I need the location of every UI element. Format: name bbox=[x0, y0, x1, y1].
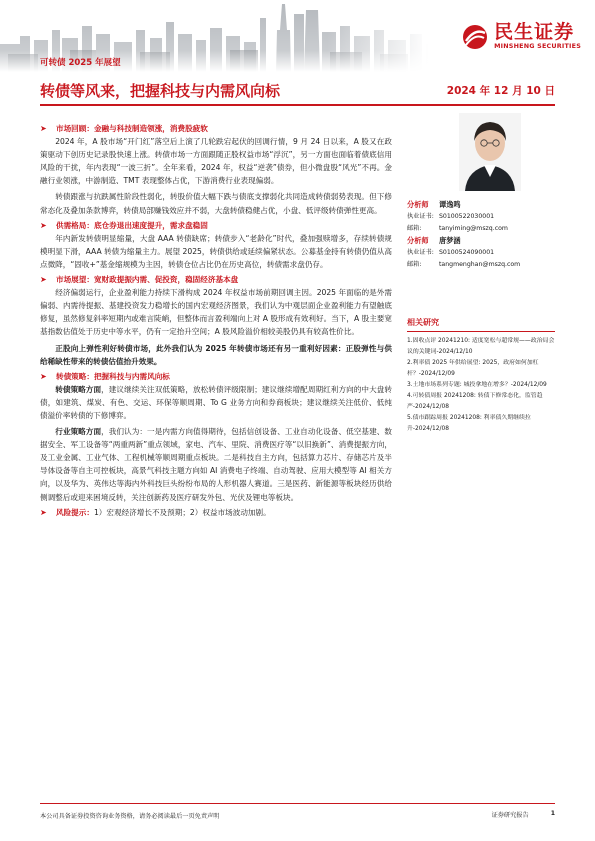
report-series: 可转债 2025 年展望 bbox=[40, 58, 121, 68]
brand-name-en: MINSHENG SECURITIES bbox=[494, 42, 581, 50]
cert-label: 执业证书: bbox=[407, 249, 434, 256]
footer-disclaimer: 本公司具备证券投资咨询业务资格，请务必阅读最后一页免责声明 bbox=[40, 813, 220, 820]
footer-meta bbox=[492, 810, 555, 819]
related-research bbox=[407, 317, 555, 435]
analyst-role: 分析师 bbox=[407, 200, 429, 209]
triangle-bullet-icon: ➤ bbox=[40, 507, 47, 517]
section-heading bbox=[40, 219, 392, 232]
analyst-email-row bbox=[407, 223, 555, 235]
analyst-name: 谭逸鸣 bbox=[439, 200, 461, 209]
triangle-bullet-icon: ➤ bbox=[40, 220, 47, 230]
report-date: 2024 年 12 月 10 日 bbox=[446, 85, 555, 97]
lead-text: 转债策略方面 bbox=[55, 384, 102, 394]
cert-number: S0100524090001 bbox=[439, 249, 495, 256]
paragraph: 2024 年，A 股市场“开门红”落空后上演了几轮跌宕起伏的回调行情，9 月 24 日以来，A 股又在政策驱动下创历史记录股快速上涨。转债市场一方面跟随正股权益市场“浮沉”，另一方面也面临着债底信用风险的干扰，年内表现“一波三折”。全年来看，2024 年，权益“逆袭”债券，但小微盘股“风光”不再。金融行业领涨，中游制造、TMT 表现整体占优，下游消费行业表现偏弱。 bbox=[40, 137, 392, 186]
email-label: 邮箱: bbox=[407, 261, 422, 268]
related-research-item[interactable]: 4.可转债周报 20241208: 转债下修常态化，监管趋严-2024/12/08 bbox=[407, 393, 543, 410]
analyst-info bbox=[407, 199, 555, 271]
section-heading bbox=[40, 273, 392, 286]
bold-paragraph: 正股向上弹性利好转债市场，此外我们认为 2025 年转债市场还有另一重利好因素：正股弹性与供给稀缺性带来的转债估值抬升效果。 bbox=[40, 343, 392, 366]
footer-divider bbox=[40, 803, 555, 804]
section-heading bbox=[40, 370, 392, 383]
paragraph: 转债跟涨与抗跌属性阶段性弱化，转股价值大幅下跌与债底支撑弱化共同造成转债弱势表现。但下修常态化及叠加条款博弈，转债局部赚钱效应并不弱，大盘转债稳健占优，小盘、低评级转债弹性更高。 bbox=[40, 192, 392, 215]
body-text: ，建议继续关注双低策略，放松转债评级限制；建议继续增配周期红利方向的中大盘转债，如建筑、煤炭、有色、交运、环保等顺周期、To G 业务方向和券商板块；建议继续关注低价、低纯债溢价率转债的下修博弈。 bbox=[40, 384, 392, 420]
analyst-photo bbox=[459, 113, 521, 191]
footer-label: 证券研究报告 bbox=[491, 812, 529, 819]
cert-number: S0100522030001 bbox=[439, 213, 495, 220]
triangle-bullet-icon: ➤ bbox=[40, 371, 47, 381]
section-heading bbox=[40, 122, 392, 135]
analyst-name: 唐梦涵 bbox=[439, 236, 461, 245]
triangle-bullet-icon: ➤ bbox=[40, 124, 47, 133]
section-heading-text: 市场回顾：金融与科技制造领涨，消费股疲软 bbox=[56, 124, 208, 133]
analyst-cert-row bbox=[407, 247, 555, 259]
analyst-role: 分析师 bbox=[407, 236, 429, 245]
main-content bbox=[40, 122, 392, 519]
page-number: 1 bbox=[550, 810, 555, 817]
analyst-name-row bbox=[407, 199, 555, 211]
title-divider bbox=[40, 104, 555, 106]
minsheng-logo-icon bbox=[462, 24, 488, 50]
section-heading-text: 风险提示： bbox=[56, 507, 94, 517]
analyst-name-row bbox=[407, 235, 555, 247]
section-heading-text: 转债策略：把握科技与内需风向标 bbox=[56, 371, 170, 381]
lead-text: 行业策略方面 bbox=[55, 427, 102, 437]
related-research-list bbox=[407, 336, 555, 435]
email-link[interactable]: tangmenghan@mszq.com bbox=[439, 261, 521, 268]
related-research-item[interactable]: 3.土地市场系列专题: 城投拿地在增多？-2024/12/09 bbox=[407, 382, 547, 388]
paragraph bbox=[40, 383, 392, 422]
analyst-cert-row bbox=[407, 211, 555, 223]
section-heading bbox=[40, 506, 392, 519]
brand-logo bbox=[462, 22, 581, 51]
email-label: 邮箱: bbox=[407, 225, 422, 232]
related-research-item[interactable]: 1.固收点评 20241210: 适度宽松与超常规——政治局会议的关键词-2024/12/10 bbox=[407, 338, 555, 355]
body-text: ，我们认为：一是内需方向值得期待，包括信创设备、工业自动化设备、低空基建、数据安全、军工设备等“两重两新”重点领域，家电、汽车、里院、消费医疗等“以旧换新”、消费提振方向，及工业金属、工业气体、工程机械等顺周期重点板块。二是科技自主方向，包括算力芯片、存储芯片及半导体设备等自主可控板块，高景气科技主题方向如 AI 消费电子终端、自动驾驶、应用大模型等 AI 相关方向，以及华为、英伟达等海内外科技巨头纷纷布局的人形机器人赛道。三是医药、新能源等板块经历供给侧调整后或迎来困境反转，关注创新药及医疗研发外包、光伏及锂电等板块。 bbox=[40, 427, 392, 502]
related-research-item[interactable]: 5.债市跟踪周报 20241208: 利率债久期继续拉升-2024/12/08 bbox=[407, 415, 531, 432]
related-research-title: 相关研究 bbox=[407, 317, 555, 332]
paragraph: 经济偏弱运行，企业盈利能力持续下滑构成 2024 年权益市场前期回调主因。2025 年面临的是外需偏弱、内需待提振、基建投资发力稳增长的国内宏观经济图景，我们认为中观层面企业盈利能力有望触底修复，虽然修复斜率短期内或难言陡峭，但整体而言盈利端向上对 A 股形成有效利好。当下，A 股主要宽基指数估值处于历史中等水平，仍有一定抬升空间；A 股风险溢价相较美股仍具有较高性价比。 bbox=[40, 288, 392, 337]
section-heading-text: 市场展望：宽财政提振内需、促投资，稳固经济基本盘 bbox=[56, 275, 239, 285]
paragraph: 年内新发转债明显缩量，大盘 AAA 转债缺席；转债步入“老龄化”时代，叠加强赎增多，存续转债规模明显下滑，AAA 转债为缩量主力。展望 2025，转债供给或延续偏紧状态。公募基金持有转债仍值从高点微降，“固收+”基金缩规模为主因，转债仓位占比仍在历史高位，转债需求盘仍存。 bbox=[40, 233, 392, 269]
report-title: 转债等风来，把握科技与内需风向标 bbox=[40, 82, 281, 100]
section-heading-text: 供需格局：底仓券退出速度提升，需求盘稳固 bbox=[56, 220, 208, 230]
cert-label: 执业证书: bbox=[407, 213, 434, 220]
risk-text: 1）宏观经济增长不及预期；2）权益市场波动加剧。 bbox=[93, 507, 271, 517]
email-link[interactable]: tanyiming@mszq.com bbox=[439, 225, 508, 232]
triangle-bullet-icon: ➤ bbox=[40, 275, 47, 285]
analyst-email-row bbox=[407, 259, 555, 271]
related-research-item[interactable]: 2.利率债 2025 年供给展望: 2025，政府如何加杠杆？-2024/12/09 bbox=[407, 360, 539, 377]
paragraph bbox=[40, 425, 392, 504]
brand-name-cn: 民生证券 bbox=[494, 21, 575, 43]
